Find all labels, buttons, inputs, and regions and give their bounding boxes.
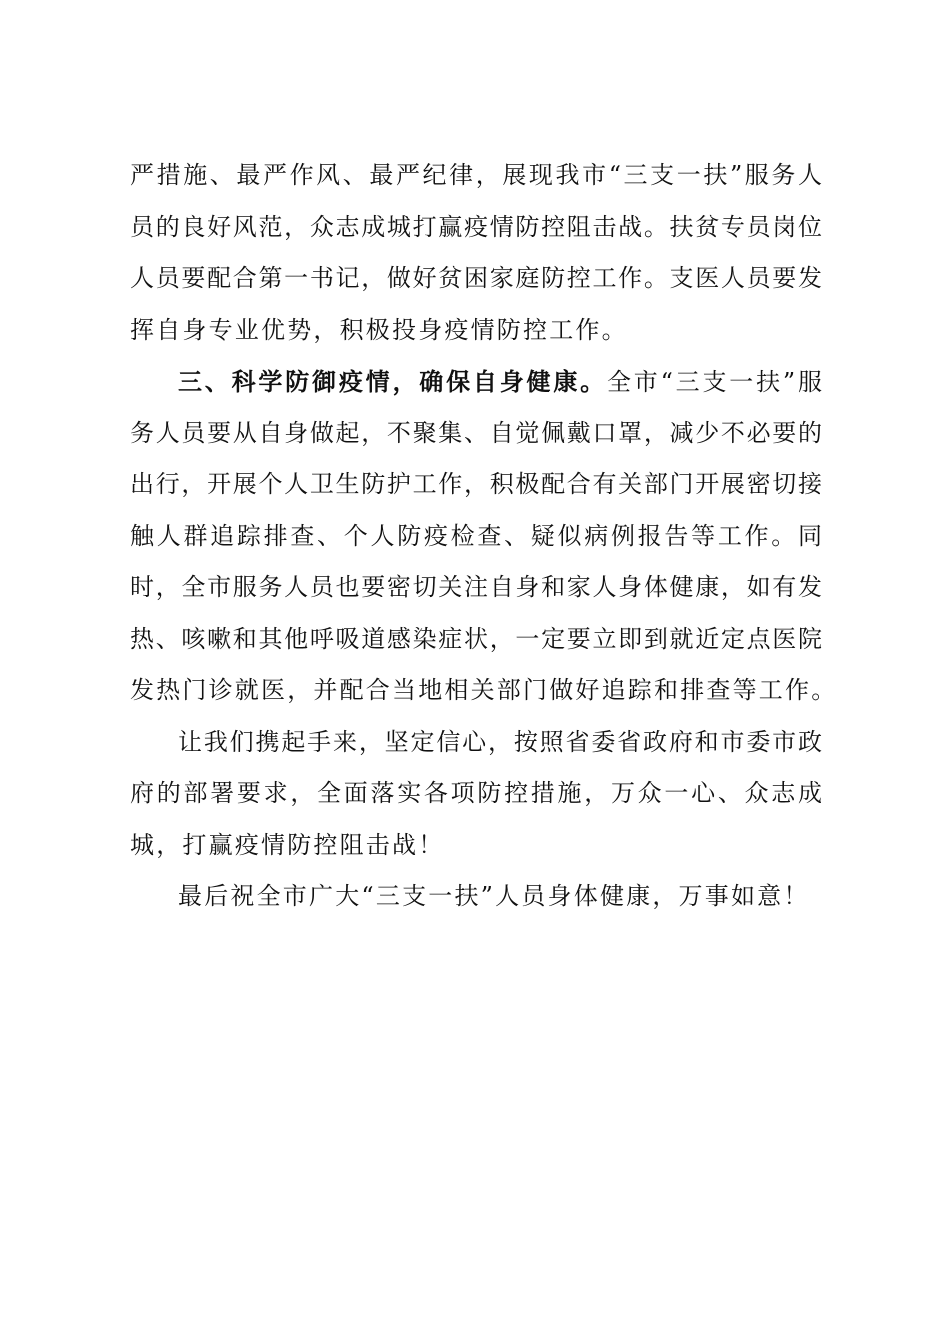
paragraph-section-three [130,356,838,717]
text-line: 务人员要从自身做起，不聚集、自觉佩戴口罩，减少不必要的 [130,418,822,447]
text-line: 让我们携起手来，坚定信心，按照省委省政府和市委市政 [178,727,822,756]
text-line: 时，全市服务人员也要密切关注自身和家人身体健康，如有发 [130,573,822,601]
text-line: 出行，开展个人卫生防护工作，积极配合有关部门开展密切接 [130,470,822,498]
text-line: 最后祝全市广大“三支一扶”人员身体健康，万事如意！ [178,882,810,910]
section-heading: 三、科学防御疫情，确保自身健康。 [178,367,607,396]
text-line: 城，打赢疫情防控阻击战！ [130,830,445,859]
paragraph-closing-wishes [130,871,822,923]
text-line: 热、咳嗽和其他呼吸道感染症状，一定要立即到就近定点医院 [130,624,822,653]
text-line: 触人群追踪排查、个人防疫检查、疑似病例报告等工作。同 [130,521,822,550]
paragraph-discipline [130,150,822,356]
section-heading-continuation: 全市“三支一扶”服 [606,368,822,396]
text-line: 人员要配合第一书记，做好贫困家庭防控工作。支医人员要发 [130,264,822,292]
text-line: 府的部署要求，全面落实各项防控措施，万众一心、众志成 [130,779,822,807]
text-line: 员的良好风范，众志成城打赢疫情防控阻击战。扶贫专员岗位 [130,212,822,241]
text-line: 发热门诊就医，并配合当地相关部门做好追踪和排查等工作。 [130,676,838,704]
document-body [130,150,838,923]
text-line: 严措施、最严作风、最严纪律，展现我市“三支一扶”服务人 [130,161,822,189]
text-line [130,356,822,408]
text-line: 挥自身专业优势，积极投身疫情防控工作。 [130,315,628,344]
paragraph-call-to-action [130,717,822,872]
